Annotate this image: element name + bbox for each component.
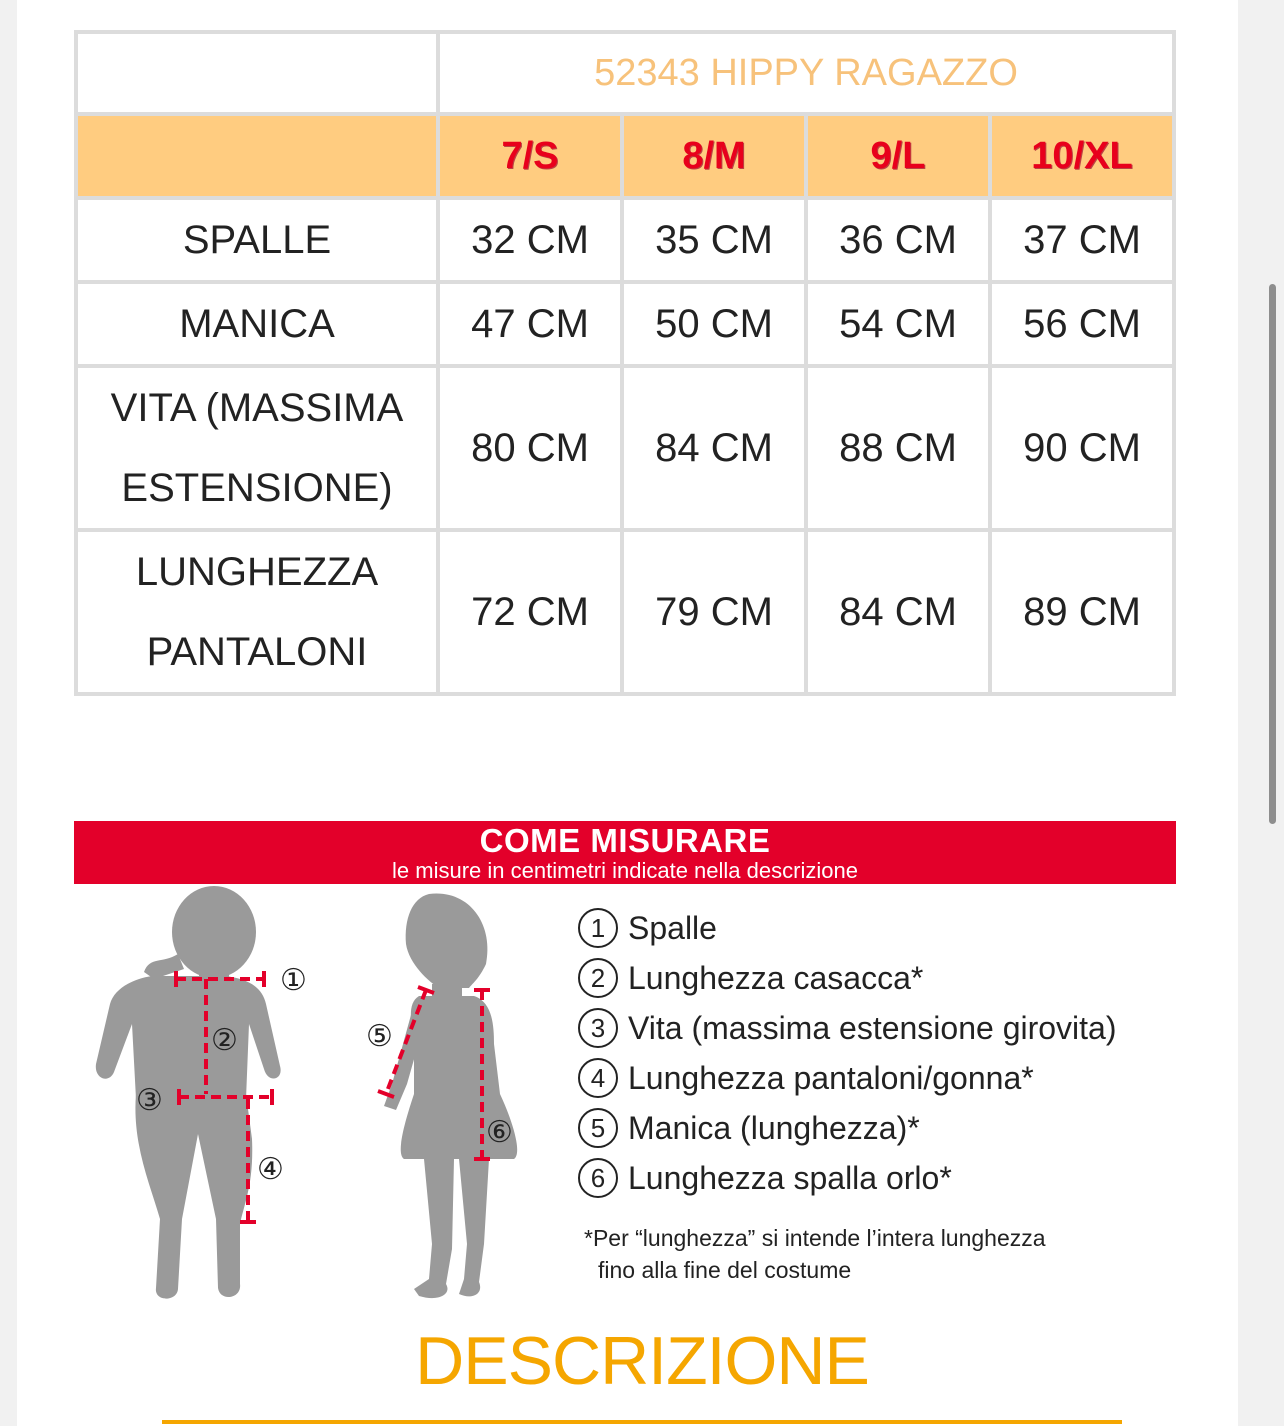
row-label: SPALLE — [76, 198, 438, 282]
note-line-2: fino alla fine del costume — [598, 1257, 852, 1283]
table-cell: 80 CM — [438, 366, 622, 530]
legend-number: 5 — [578, 1108, 618, 1148]
size-header-s: 7/S — [438, 114, 622, 198]
table-cell: 79 CM — [622, 530, 806, 694]
row-label-line: ESTENSIONE) — [121, 466, 393, 510]
length-note — [584, 1222, 1184, 1286]
table-cell: 50 CM — [622, 282, 806, 366]
table-row — [76, 282, 1174, 366]
table-cell: 35 CM — [622, 198, 806, 282]
table-cell: 56 CM — [990, 282, 1174, 366]
size-header-xl: 10/XL — [990, 114, 1174, 198]
table-cell: 90 CM — [990, 366, 1174, 530]
description-heading: DESCRIZIONE — [415, 1323, 869, 1399]
table-cell: 72 CM — [438, 530, 622, 694]
figure-label-5: ⑤ — [366, 1019, 393, 1054]
table-cell: 88 CM — [806, 366, 990, 530]
empty-corner-cell — [76, 32, 438, 114]
table-cell: 32 CM — [438, 198, 622, 282]
table-cell: 54 CM — [806, 282, 990, 366]
figure-label-2: ② — [211, 1023, 238, 1058]
row-label-line: VITA (MASSIMA — [110, 386, 404, 430]
banner-heading: COME MISURARE — [479, 822, 771, 859]
empty-header-cell — [76, 114, 438, 198]
table-row — [76, 366, 1174, 530]
size-table — [74, 30, 1176, 696]
figure-label-3: ③ — [136, 1083, 163, 1118]
legend-number: 6 — [578, 1158, 618, 1198]
legend-text: Vita (massima estensione girovita) — [628, 1010, 1117, 1046]
legend-number: 4 — [578, 1058, 618, 1098]
row-label — [76, 366, 438, 530]
legend-number: 2 — [578, 958, 618, 998]
table-cell: 89 CM — [990, 530, 1174, 694]
table-row — [76, 530, 1174, 694]
note-line-1: *Per “lunghezza” si intende l’intera lunghezza — [584, 1225, 1046, 1251]
table-cell: 36 CM — [806, 198, 990, 282]
table-title-row — [76, 32, 1174, 114]
legend-item — [578, 1103, 1198, 1153]
table-cell: 37 CM — [990, 198, 1174, 282]
size-header-m: 8/M — [622, 114, 806, 198]
girl-silhouette-icon — [384, 894, 517, 1299]
size-header-l: 9/L — [806, 114, 990, 198]
product-title: 52343 HIPPY RAGAZZO — [438, 32, 1174, 114]
figure-label-6: ⑥ — [486, 1115, 513, 1150]
figure-label-1: ① — [280, 963, 307, 998]
measurement-figure — [74, 884, 574, 1314]
legend-item — [578, 1003, 1198, 1053]
legend-text: Lunghezza casacca* — [628, 960, 924, 996]
row-label: MANICA — [76, 282, 438, 366]
legend-text: Lunghezza spalla orlo* — [628, 1160, 952, 1196]
scrollbar-thumb[interactable] — [1269, 284, 1276, 824]
legend-number: 1 — [578, 908, 618, 948]
legend-text: Lunghezza pantaloni/gonna* — [628, 1060, 1034, 1096]
legend-text: Manica (lunghezza)* — [628, 1110, 920, 1146]
banner-subheading: le misure in centimetri indicate nella descrizione — [392, 858, 858, 883]
legend-number: 3 — [578, 1008, 618, 1048]
legend-item — [578, 1153, 1198, 1203]
legend-item — [578, 953, 1198, 1003]
table-cell: 47 CM — [438, 282, 622, 366]
how-to-measure-banner — [74, 821, 1176, 884]
legend-item — [578, 903, 1198, 953]
row-label-line: LUNGHEZZA — [135, 550, 379, 594]
legend-item — [578, 1053, 1198, 1103]
size-header-row — [76, 114, 1174, 198]
table-cell: 84 CM — [806, 530, 990, 694]
description-underline — [162, 1420, 1122, 1424]
row-label — [76, 530, 438, 694]
table-row — [76, 198, 1174, 282]
boy-silhouette-icon — [96, 886, 281, 1299]
figure-label-4: ④ — [257, 1152, 284, 1187]
legend-text: Spalle — [628, 910, 717, 946]
measurement-legend — [578, 903, 1198, 1203]
row-label-line: PANTALONI — [146, 630, 368, 674]
scrollbar-track[interactable] — [1238, 0, 1284, 1426]
table-cell: 84 CM — [622, 366, 806, 530]
